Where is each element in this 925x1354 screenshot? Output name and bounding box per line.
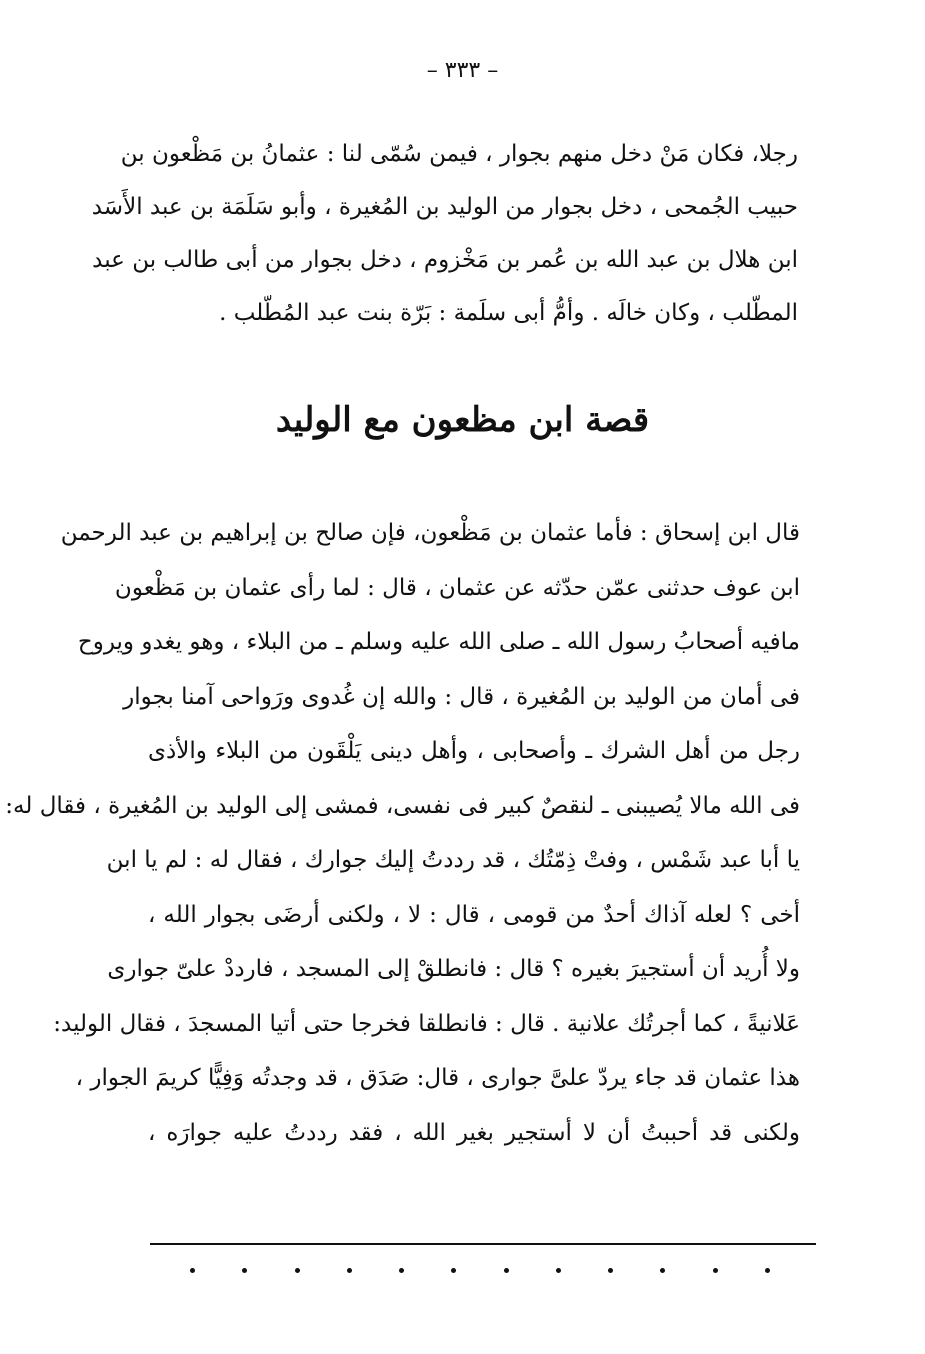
section-heading: قصة ابن مظعون مع الوليد bbox=[275, 400, 650, 440]
dot-mark bbox=[504, 1268, 509, 1273]
dot-mark bbox=[765, 1268, 770, 1273]
text-line: فى أمان من الوليد بن المُغيرة ، قال : والله إن غُدوى ورَواحى آمنا بجوار bbox=[123, 683, 800, 710]
dot-mark bbox=[399, 1268, 404, 1273]
dot-mark bbox=[295, 1268, 300, 1273]
text-line: ابن هلال بن عبد الله بن عُمر بن مَخْزوم ، دخل بجوار من أبى طالب بن عبد bbox=[92, 247, 798, 273]
dot-mark bbox=[347, 1268, 352, 1273]
text-line: عَلانيةً ، كما أجرتُك علانية . قال : فانطلقا فخرجا حتى أتيا المسجدَ ، فقال الوليد: bbox=[53, 1010, 800, 1037]
intro-paragraph bbox=[91, 128, 798, 340]
text-line: مافيه أصحابُ رسول الله ـ صلى الله عليه وسلم ـ من البلاء ، وهو يغدو ويروح bbox=[77, 629, 800, 655]
dot-mark bbox=[451, 1268, 456, 1273]
dot-mark bbox=[660, 1268, 665, 1273]
footnote-divider bbox=[150, 1243, 816, 1245]
text-line: المطّلب ، وكان خالَه . وأمُّ أبى سلَمة : بَرّة بنت عبد المُطّلب . bbox=[219, 300, 798, 326]
text-line: أخى ؟ لعله آذاك أحدٌ من قومى ، قال : لا ، ولكنى أرضَى بجوار الله ، bbox=[148, 901, 800, 928]
text-line: فى الله مالا يُصيبنى ـ لنقصٌ كبير فى نفسى، فمشى إلى الوليد بن المُغيرة ، فقال له: bbox=[5, 792, 800, 819]
text-line: رجل من أهل الشرك ـ وأصحابى ، وأهل دينى يَلْقَون من البلاء والأذى bbox=[148, 738, 800, 764]
text-line: هذا عثمان قد جاء يردّ علىَّ جوارى ، قال: صَدَق ، قد وجدتُه وَفِيًّا كريمَ الجوار ، bbox=[75, 1065, 800, 1091]
footnote-dot-row bbox=[190, 1262, 770, 1278]
text-line: ولكنى قد أحببتُ أن لا أستجير بغير الله ، فقد رددتُ عليه جوارَه ، bbox=[148, 1119, 800, 1146]
text-line: قال ابن إسحاق : فأما عثمان بن مَظْعون، فإن صالح بن إبراهيم بن عبد الرحمن bbox=[60, 520, 800, 546]
text-line: حبيب الجُمحى ، دخل بجوار من الوليد بن المُغيرة ، وأبو سَلَمَة بن عبد الأَسَد bbox=[91, 194, 798, 220]
story-paragraph bbox=[5, 506, 800, 1160]
text-line: ابن عوف حدثنى عمّن حدّثه عن عثمان ، قال : لما رأى عثمان بن مَظْعون bbox=[114, 574, 800, 601]
text-line: يا أبا عبد شَمْس ، وفتْ ذِمّتُك ، قد رددتُ إليك جوارك ، فقال له : لم يا ابن bbox=[106, 847, 800, 873]
page-number: – ٣٣٣ – bbox=[426, 58, 499, 83]
dot-mark bbox=[556, 1268, 561, 1273]
text-line: ولا أُريد أن أستجيرَ بغيره ؟ قال : فانطلقْ إلى المسجد ، فارددْ علىّ جوارى bbox=[107, 956, 800, 982]
dot-mark bbox=[190, 1268, 195, 1273]
dot-mark bbox=[242, 1268, 247, 1273]
text-line: رجلا، فكان مَنْ دخل منهم بجوار ، فيمن سُمّى لنا : عثمانُ بن مَظْعون بن bbox=[120, 141, 798, 167]
dot-mark bbox=[713, 1268, 718, 1273]
dot-mark bbox=[608, 1268, 613, 1273]
